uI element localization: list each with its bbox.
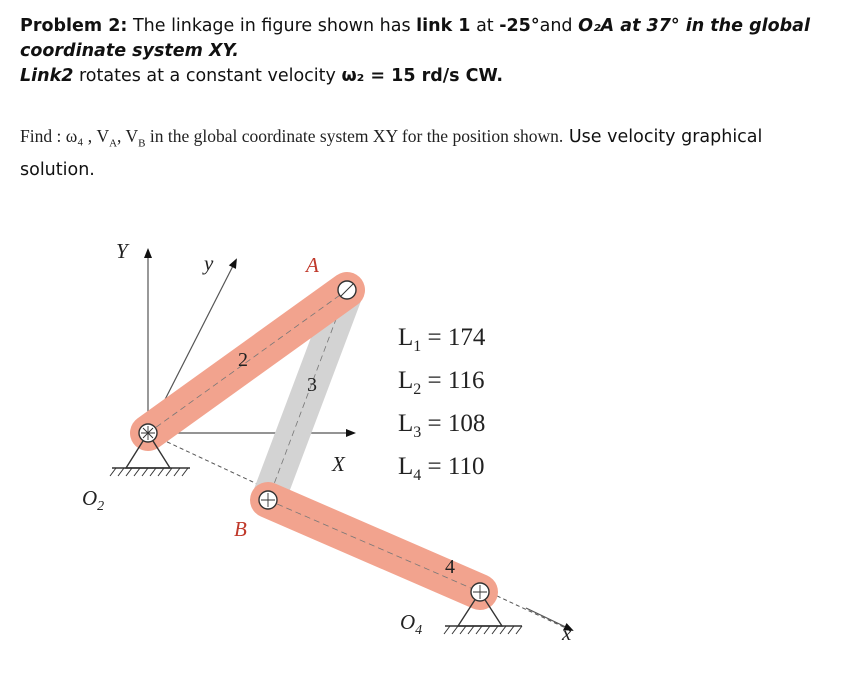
find-part-c: in the global coordinate system XY for the position shown. — [145, 126, 564, 146]
label-O4: $O_4$ — [400, 610, 423, 638]
find-sub-b: B — [138, 137, 146, 150]
o2a-angle: O₂A at 37° — [578, 16, 680, 36]
problem-text-b: at — [470, 16, 500, 36]
problem-text-a: The linkage in figure shown has — [127, 16, 417, 36]
problem-text-c: and — [539, 16, 579, 36]
omega2-value: ω₂ = 15 rd/s CW. — [341, 66, 504, 86]
problem-text-d: in the global — [679, 16, 810, 36]
linkage-diagram — [60, 228, 620, 668]
pin-b — [259, 491, 277, 509]
problem-label: Problem 2: — [20, 16, 128, 36]
label-O2: $O_2$ — [82, 486, 105, 514]
find-sub-a: A — [109, 137, 118, 150]
label-y: y — [204, 251, 214, 275]
label-X: X — [332, 452, 345, 476]
label-x: x — [562, 621, 572, 645]
find-line2: solution. — [20, 159, 95, 180]
link1-angle: -25° — [499, 16, 540, 36]
label-link2: 2 — [238, 349, 248, 371]
length-list — [398, 324, 486, 484]
length-L2: $L_2 = 116$ — [398, 367, 485, 398]
label-Y: Y — [116, 239, 128, 263]
label-link4: 4 — [445, 556, 455, 578]
length-L1: $L_1 = 174$ — [398, 324, 486, 355]
pin-a — [338, 281, 356, 299]
label-link3: 3 — [307, 374, 317, 396]
find-statement — [20, 124, 840, 183]
pin-o4 — [471, 583, 489, 601]
pin-o2 — [139, 424, 157, 442]
length-L3: $L_3 = 108$ — [398, 410, 486, 441]
problem-text-e: rotates at a constant velocity — [73, 66, 342, 86]
label-B: B — [234, 517, 247, 541]
find-part-a: Find : ω₄ , V — [20, 126, 110, 146]
problem-statement — [20, 14, 840, 89]
length-L4: $L_4 = 110$ — [398, 453, 485, 484]
label-A: A — [306, 253, 319, 277]
linkage-figure — [60, 228, 620, 668]
find-part-d: Use velocity graphical — [563, 127, 763, 147]
link2-term: Link2 — [20, 66, 74, 86]
problem-line2: coordinate system XY. — [20, 41, 239, 61]
find-part-b: , V — [117, 126, 139, 146]
link1-term: link 1 — [416, 16, 471, 36]
